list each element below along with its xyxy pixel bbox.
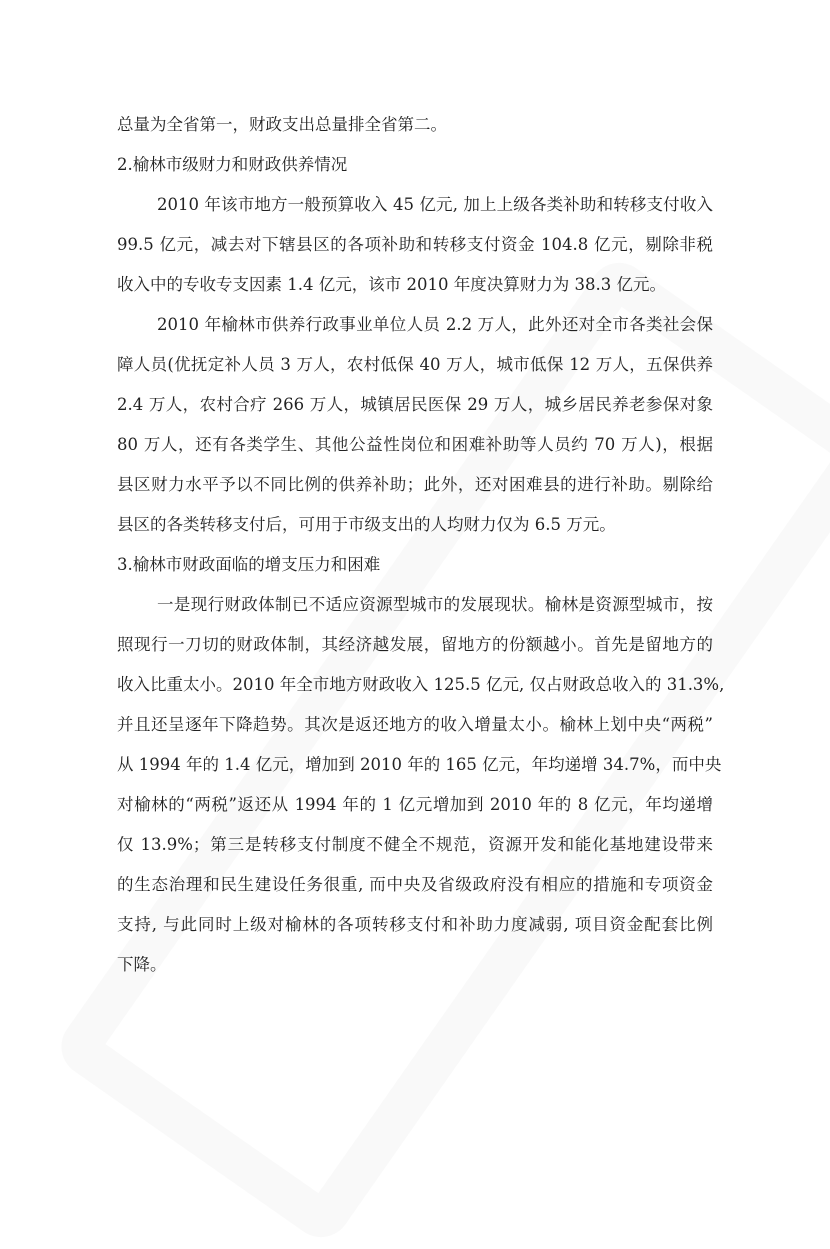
- document-page: [117, 111, 725, 991]
- paragraph: [117, 311, 713, 551]
- section-heading: [117, 151, 713, 191]
- text-line: 总量为全省第一，财政支出总量排全省第二。: [117, 115, 447, 134]
- text-line: 收入比重太小。2010 年全市地方财政收入 125.5 亿元, 仅占财政总收入的 31.3%,: [117, 675, 725, 694]
- text-line: 2.榆林市级财力和财政供养情况: [117, 155, 348, 174]
- text-line: 99.5 亿元，减去对下辖县区的各项补助和转移支付资金 104.8 亿元，剔除非税: [117, 235, 713, 254]
- text-line: 80 万人，还有各类学生、其他公益性岗位和困难补助等人员约 70 万人)，根据: [117, 435, 713, 454]
- text-line: 下降。: [117, 955, 167, 974]
- text-line: 2.4 万人，农村合疗 266 万人，城镇居民医保 29 万人，城乡居民养老参保对象: [117, 395, 713, 414]
- paragraph: [117, 591, 725, 991]
- paragraph: [117, 111, 713, 151]
- text-line: 从 1994 年的 1.4 亿元，增加到 2010 年的 165 亿元，年均递增 34.7%，而中央: [117, 755, 722, 774]
- text-line: 县区的各类转移支付后，可用于市级支出的人均财力仅为 6.5 万元。: [117, 515, 616, 534]
- text-line: 对榆林的“两税”返还从 1994 年的 1 亿元增加到 2010 年的 8 亿元，年均递增: [117, 795, 713, 814]
- text-line: 县区财力水平予以不同比例的供养补助；此外，还对困难县的进行补助。剔除给: [117, 475, 713, 494]
- text-line: 2010 年榆林市供养行政事业单位人员 2.2 万人，此外还对全市各类社会保: [157, 315, 713, 334]
- text-line: 3.榆林市财政面临的增支压力和困难: [117, 555, 381, 574]
- text-line: 照现行一刀切的财政体制，其经济越发展，留地方的份额越小。首先是留地方的: [117, 635, 713, 654]
- text-line: 仅 13.9%；第三是转移支付制度不健全不规范，资源开发和能化基地建设带来: [117, 835, 713, 854]
- text-line: 障人员(优抚定补人员 3 万人，农村低保 40 万人，城市低保 12 万人，五保供养: [117, 355, 713, 374]
- paragraph: [117, 191, 713, 311]
- text-line: 支持, 与此同时上级对榆林的各项转移支付和补助力度减弱, 项目资金配套比例: [117, 915, 713, 934]
- text-line: 的生态治理和民生建设任务很重, 而中央及省级政府没有相应的措施和专项资金: [117, 875, 713, 894]
- text-line: 并且还呈逐年下降趋势。其次是返还地方的收入增量太小。榆林上划中央“两税”: [117, 715, 713, 734]
- text-line: 一是现行财政体制已不适应资源型城市的发展现状。榆林是资源型城市，按: [157, 595, 713, 614]
- section-heading: [117, 551, 713, 591]
- text-line: 2010 年该市地方一般预算收入 45 亿元, 加上上级各类补助和转移支付收入: [157, 195, 713, 214]
- text-line: 收入中的专收专支因素 1.4 亿元，该市 2010 年度决算财力为 38.3 亿元。: [117, 275, 666, 294]
